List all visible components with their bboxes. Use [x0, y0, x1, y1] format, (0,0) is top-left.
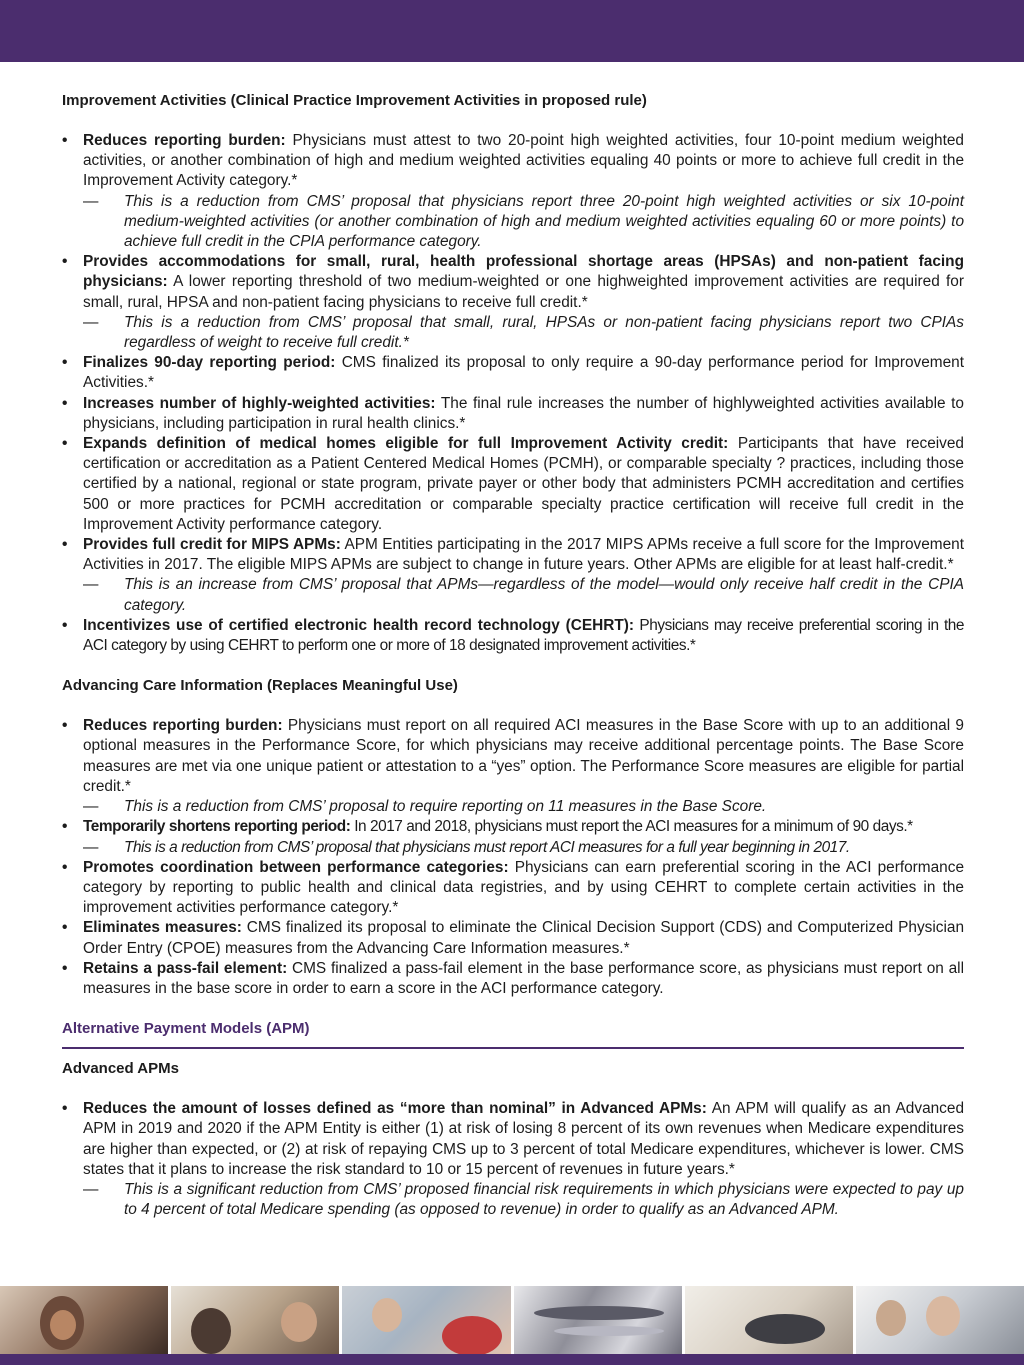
sub-note-text: This is a reduction from CMS’ proposal that physicians report three 20-point high weighted activities or six 10-point medium-weighted activities (or another combination of high and medium weighted activities equaling 60 or more points) to achieve full credit in the CPIA performance category. — [124, 192, 964, 251]
bullet-item — [62, 394, 964, 434]
sub-note — [62, 1180, 964, 1220]
dash-glyph: — — [83, 838, 98, 856]
bullet-text: APM Entities participating in the 2017 MIPS APMs receive a full score for the Improvement Activities in 2017. The eligible MIPS APMs are subject to change in future years. Other APMs are eligible for at least half-credit.* — [83, 536, 965, 574]
sub-note-text: This is a reduction from CMS’ proposal to require reporting on 11 measures in the Base Score. — [124, 798, 767, 816]
bullet-label: Retains a pass-fail element: — [83, 959, 288, 977]
document-body — [62, 91, 964, 1220]
bullet-item — [62, 959, 964, 999]
bullet-text: A lower reporting threshold of two medium-weighted or one highweighted improvement activities are required for small, rural, HPSA and non-patient facing physicians to receive full credit.* — [83, 273, 964, 311]
bullet-label: Eliminates measures: — [83, 919, 242, 937]
bullet-label: Promotes coordination between performance categories: — [83, 858, 509, 876]
sub-note-text: This is an increase from CMS’ proposal that APMs—regardless of the model—would only receive half credit in the CPIA category. — [124, 576, 964, 614]
photo-dna-helix — [514, 1286, 682, 1354]
bullet-text: Physicians can earn preferential scoring in the ACI performance category by reporting to public health and clinical data registries, and by using CEHRT to complete certain activities in the improvement activities performance category.* — [83, 858, 964, 917]
bullet-text: The final rule increases the number of highlyweighted activities available to physicians, including participation in rural health clinics.* — [83, 394, 964, 432]
sub-note — [62, 797, 964, 817]
section-heading-improvement: Improvement Activities (Clinical Practice Improvement Activities in proposed rule) — [62, 92, 647, 109]
bullet-item — [62, 716, 964, 797]
photo-laptop-work — [685, 1286, 853, 1354]
bullet-label: Temporarily shortens reporting period: — [83, 818, 351, 836]
bullet-text: CMS finalized a pass-fail element in the base performance score, as physicians must report on all measures in the base score in order to earn a score in the ACI performance category. — [83, 959, 965, 997]
sub-note — [62, 838, 964, 858]
section-divider — [62, 1047, 964, 1049]
dash-glyph: — — [83, 313, 99, 331]
section-heading-aci: Advancing Care Information (Replaces Meaningful Use) — [62, 677, 458, 695]
bullet-item — [62, 535, 964, 575]
photo-strip — [0, 1286, 1024, 1354]
bullet-item — [62, 858, 964, 919]
dash-glyph: — — [83, 1180, 99, 1198]
bullet-label: Provides accommodations for small, rural, health professional shortage areas (HPSAs) and non-patient facing physicians: — [83, 253, 964, 291]
bullet-item — [62, 252, 964, 313]
dash-glyph: — — [83, 798, 99, 816]
sub-note-text: This is a reduction from CMS’ proposal that physicians must report ACI measures for a full year beginning in 2017. — [124, 838, 850, 856]
bullet-item — [62, 817, 964, 837]
bullet-label: Increases number of highly-weighted activities: — [83, 394, 436, 412]
bullet-label: Reduces reporting burden: — [83, 717, 283, 735]
bullet-item — [62, 131, 964, 192]
sub-note — [62, 575, 964, 615]
bullet-item — [62, 616, 964, 656]
header-band — [0, 0, 1024, 62]
photo-patient-visit — [342, 1286, 510, 1354]
bullet-text: CMS finalized its proposal to only require a 90-day performance period for Improvement Activities.* — [83, 354, 965, 392]
bullet-label: Reduces the amount of losses defined as “more than nominal” in Advanced APMs: — [83, 1100, 707, 1118]
bullet-label: Incentivizes use of certified electronic health record technology (CEHRT): — [83, 616, 635, 634]
sub-note — [62, 313, 964, 353]
bullet-text: Participants that have received certification or accreditation as a Patient Centered Medical Homes (PCMH), or comparable specialty ? practices, including those certified by a national, regional or state program, private payer or other body that administers PCMH accreditation and certifies 500 or more practices for PCMH accreditation or comparable specialty practice certification will receive full credit in the Improvement Activity performance category. — [83, 435, 964, 533]
bullet-text: Physicians must report on all required ACI measures in the Base Score with up to an additional 9 optional measures in the Performance Score, for which physicians may receive additional percentage points. The Base Score measures are met via one unique patient or attestation to a “yes” option. The Performance Score measures are eligible for partial credit.* — [83, 717, 964, 795]
bullet-label: Finalizes 90-day reporting period: — [83, 354, 336, 372]
bullet-text: CMS finalized its proposal to eliminate the Clinical Decision Support (CDS) and Computerized Physician Order Entry (CPOE) measures from the Advancing Care Information measures.* — [83, 919, 964, 957]
bullet-item — [62, 1099, 964, 1180]
section-heading-advanced-apms: Advanced APMs — [62, 1060, 179, 1078]
bullet-text: In 2017 and 2018, physicians must report the ACI measures for a minimum of 90 days.* — [350, 818, 913, 836]
bullet-label: Provides full credit for MIPS APMs: — [83, 536, 341, 554]
bullet-label: Expands definition of medical homes eligible for full Improvement Activity credit: — [83, 435, 729, 453]
bullet-label: Reduces reporting burden: — [83, 132, 286, 149]
sub-note-text: This is a reduction from CMS’ proposal that small, rural, HPSAs or non-patient facing physicians report two CPIAs regardless of weight to receive full credit.* — [124, 313, 964, 352]
bullet-text: An APM will qualify as an Advanced APM in 2019 and 2020 if the APM Entity is either (1) at risk of losing 8 percent of its own revenues when Medicare expenditures are higher than expected, or (2) at risk of repaying CMS up to 3 percent of total Medicare expenditures, whichever is lower. CMS states that it plans to increase the risk standard to 10 or 15 percent of revenues in future years.* — [83, 1100, 964, 1178]
sub-note — [62, 192, 964, 253]
dash-glyph: — — [83, 576, 99, 594]
bullet-item — [62, 918, 964, 958]
photo-doctor-smiling — [0, 1286, 168, 1354]
bullet-item — [62, 353, 964, 393]
sub-note-text: This is a significant reduction from CMS’ proposed financial risk requirements in which physicians were expected to pay up to 4 percent of total Medicare spending (as opposed to revenue) in order to qualify as an Advanced APM. — [124, 1180, 964, 1219]
bullet-item — [62, 434, 964, 535]
footer-band — [0, 1354, 1024, 1365]
bullet-text: Physicians may receive preferential scoring in the ACI category by using CEHRT to perform one or more of 18 designated improvement activities.* — [83, 616, 964, 655]
photo-consultation — [171, 1286, 339, 1354]
photo-medical-team — [856, 1286, 1024, 1354]
dash-glyph: — — [83, 192, 99, 210]
section-title-apm: Alternative Payment Models (APM) — [62, 1020, 310, 1038]
bullet-text: Physicians must attest to two 20-point high weighted activities, four 10-point medium weighted activities, or another combination of high and medium weighted activities equaling 40 points or more to achieve full credit in the Improvement Activity category.* — [83, 132, 964, 190]
